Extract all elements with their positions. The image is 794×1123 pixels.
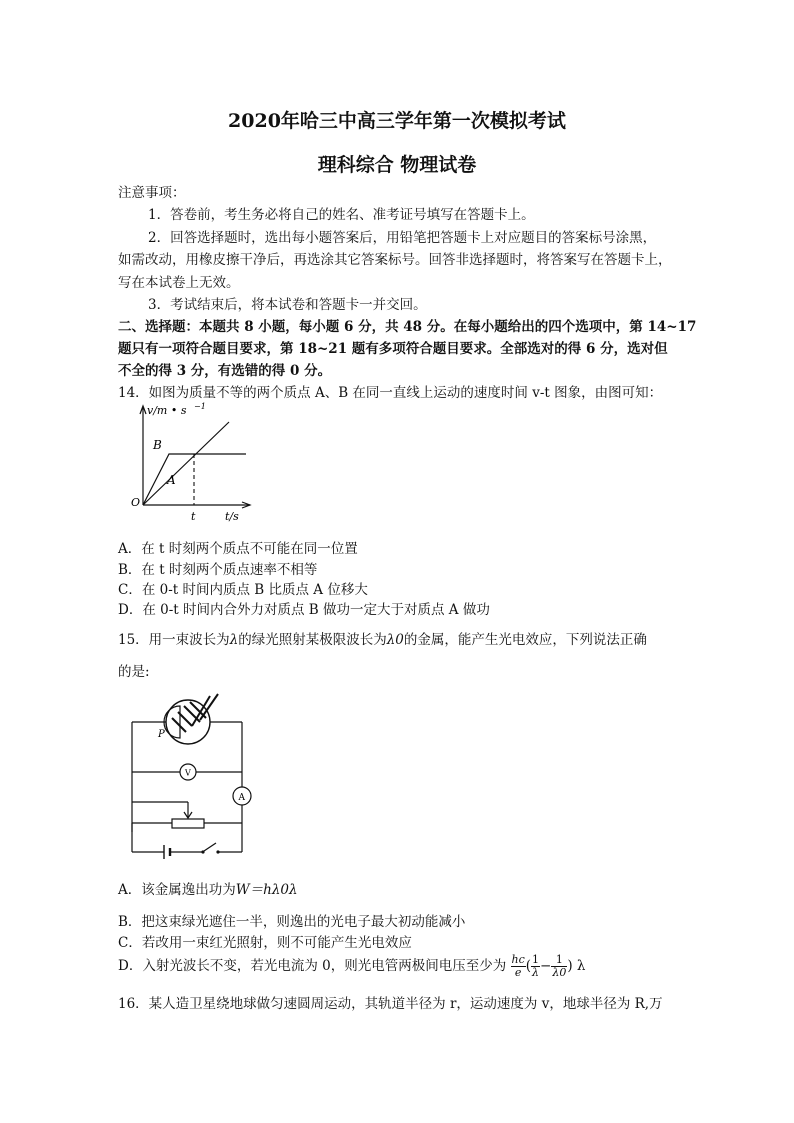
label-a: A (167, 473, 176, 487)
q15-stem-c: 的金属，能产生光电效应，下列说法正确 (403, 632, 647, 648)
q15-option-a-formula: W＝hλ0λ (235, 882, 298, 898)
q14-option-c: C．在 0-t 时间内质点 B 比质点 A 位移大 (118, 582, 368, 598)
notes-heading: 注意事项： (118, 185, 186, 201)
note-item-3: 3．考试结束后，将本试卷和答题卡一并交回。 (148, 297, 427, 313)
q15-option-d-fraction-hc-e (511, 954, 526, 979)
rheostat-icon (172, 819, 204, 828)
q15-lambda: λ (229, 632, 239, 648)
y-axis-label: v/m • s (147, 404, 187, 417)
ammeter-label: A (238, 793, 245, 803)
q14-option-a: A．在 t 时刻两个质点不可能在同一位置 (118, 541, 358, 557)
y-axis-label-exponent: −1 (194, 402, 206, 411)
section-heading-line-3: 不全的得 3 分，有选错的得 0 分。 (118, 363, 332, 379)
q14-option-d: D．在 0-t 时间内合外力对质点 B 做功一定大于对质点 A 做功 (118, 602, 490, 618)
q15-option-d-fraction-1-lambda (531, 954, 540, 979)
origin-label: O (131, 496, 141, 509)
fraction-denominator: e (514, 966, 522, 979)
q15-stem-line-2: 的是: (118, 664, 150, 680)
q15-lambda0: λ0 (386, 632, 404, 648)
minus-sign: − (540, 958, 552, 974)
q15-stem-b: 的绿光照射某极限波长为 (238, 632, 387, 648)
switch-icon (204, 843, 216, 851)
fraction-denominator: λ0 (552, 966, 567, 979)
q15-circuit-diagram (120, 690, 260, 860)
q15-option-a (118, 878, 298, 898)
fraction-numerator: hc (511, 953, 525, 966)
q15-option-c: C．若改用一束红光照射，则不可能产生光电效应 (118, 935, 412, 951)
note-item-1: 1．答卷前，考生务必将自己的姓名、准考证号填写在答题卡上。 (148, 207, 535, 223)
note-item-2-line-1: 2．回答选择题时，选出每小题答案后，用铅笔把答题卡上对应题目的答案标号涂黑， (148, 230, 657, 246)
q15-option-d-text: D．入射光波长不变，若光电流为 0，则光电管两极间电压至少为 (118, 958, 507, 974)
line-a (143, 422, 229, 505)
q16-stem: 16．某人造卫星绕地球做匀速圆周运动，其轨道半径为 r，运动速度为 v，地球半径为 R,万 (118, 996, 663, 1012)
section-heading-line-2: 题只有一项符合题目要求，第 18~21 题有多项符合题目要求。全部选对的得 6 分，选对但 (118, 341, 668, 357)
q15-option-d-tail: λ (576, 958, 586, 974)
tick-label-t: t (191, 510, 196, 523)
q15-stem-a: 15．用一束波长为 (118, 632, 230, 648)
label-b: B (153, 438, 162, 452)
p-label: P (158, 729, 165, 740)
q15-option-d-fraction-1-lambda0 (551, 954, 567, 979)
fraction-numerator: 1 (551, 954, 567, 967)
page-title: 2020年哈三中高三学年第一次模拟考试 (228, 110, 566, 132)
q15-option-d: D．入射光波长不变，若光电流为 0，则光电管两极间电压至少为 $\frac{hc}{e}$ ( $\frac{1}{\lambda}$ − $\frac{1}{\lambda 0}$ ) λ (118, 953, 586, 979)
x-axis-label: t/s (225, 510, 239, 523)
fraction-denominator: λ (532, 966, 540, 979)
q15-option-a-text: A．该金属逸出功为 (118, 882, 236, 898)
note-item-2-line-3: 写在本试卷上无效。 (118, 275, 240, 291)
q15-stem-line-1 (118, 628, 647, 648)
q14-option-b: B．在 t 时刻两个质点速率不相等 (118, 562, 318, 578)
q14-vt-graph (125, 398, 265, 526)
page-subtitle: 理科综合 物理试卷 (317, 154, 477, 176)
q14-stem: 14．如图为质量不等的两个质点 A、B 在同一直线上运动的速度时间 v-t 图象，由图可知： (118, 385, 663, 401)
fraction-numerator: 1 (532, 953, 540, 966)
section-heading-line-1: 二、选择题：本题共 8 小题，每小题 6 分，共 48 分。在每小题给出的四个选项中，第 14~17 (118, 319, 697, 335)
incoming-light-ray (172, 718, 186, 732)
q15-option-b: B．把这束绿光遮住一半，则逸出的光电子最大初动能减小 (118, 914, 466, 930)
voltmeter-label: V (185, 768, 191, 778)
note-item-2-line-2: 如需改动，用橡皮擦干净后，再选涂其它答案标号。回答非选择题时，将答案写在答题卡上， (118, 252, 672, 268)
